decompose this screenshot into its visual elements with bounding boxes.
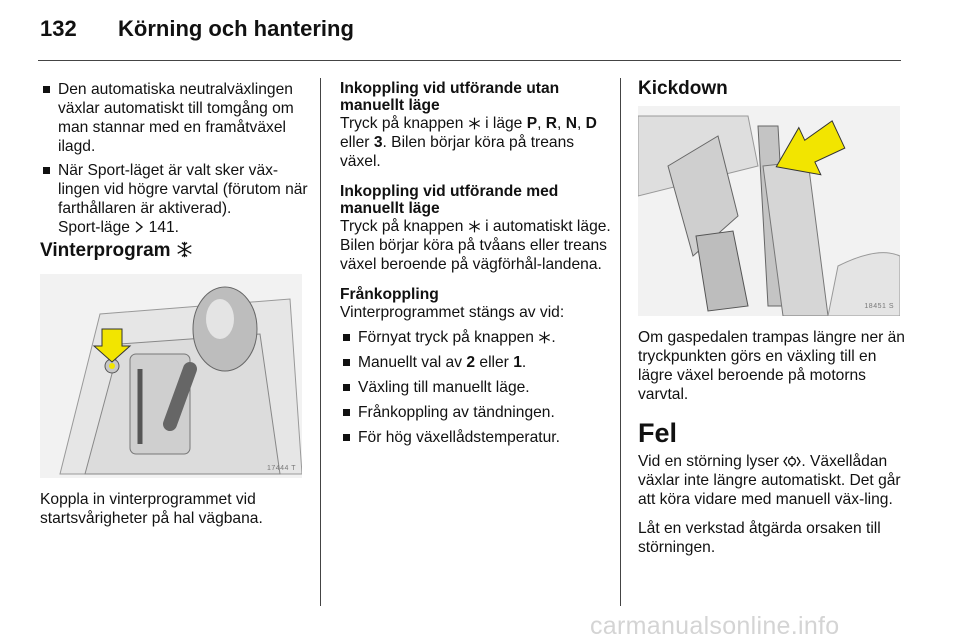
pedal-drawing [638,106,900,316]
snowflake-icon [468,220,481,233]
column-divider-left [320,78,321,606]
gear-shifter-drawing [40,274,302,478]
gear-shifter-illustration [40,274,302,478]
paragraph: Vinterprogrammet stängs av vid: [340,304,565,321]
snowflake-icon [176,241,193,258]
page-ref-arrow-icon [134,221,144,233]
middle-column [340,80,612,447]
header-rule [38,60,901,61]
paragraph: Låt en verkstad åtgärda orsaken till störningen. [638,520,881,556]
subheading: Inkoppling vid utförande utan manuellt läge [340,80,560,114]
figure-code: 18451 S [864,303,894,310]
list-item: För hög växellådstemperatur. [340,428,612,447]
watermark: carmanualsonline.info [590,612,840,640]
paragraph: Tryck på knappen i läge P, R, N, D eller 3. Bilen börjar köra på treans växel. [340,115,597,170]
page-number: 132 [40,16,77,41]
section-heading-fel: Fel [638,418,678,448]
page-reference[interactable]: 141. [148,219,179,236]
section-heading-vinterprogram: Vinterprogram [40,240,193,262]
bullet-item: Den automatiska neutralväxlingen växlar automatiskt till tomgång om man stannar med en framåtväxel ilagd. [40,80,308,156]
column-divider-right [620,78,621,606]
list-item: Manuellt val av 2 eller 1. [340,353,612,372]
paragraph: Om gaspedalen trampas längre ner än tryckpunkten görs en växling till en lägre växel beroende på motorns varvtal. [638,329,905,403]
fault-text [638,452,906,557]
bullet-item: När Sport-läget är valt sker väx-lingen vid högre varvtal (förutom när farthållaren är aktiverad). Sport-läge 141. [40,161,308,237]
gearbox-fault-icon [783,455,801,468]
subheading: Frånkoppling [340,286,439,303]
list-item: Förnyat tryck på knappen . [340,328,612,347]
pedal-illustration [638,106,900,316]
figure-code: 17444 T [266,465,296,472]
section-heading-kickdown: Kickdown [638,78,728,99]
paragraph: Tryck på knappen i automatiskt läge. Bilen börjar köra på tvåans eller treans växel beroende på vägförhål-landena. [340,218,611,273]
paragraph: Vid en störning lyser . Växellådan växlar inte längre automatiskt. Det går att köra vidare med manuell väx-ling. [638,453,901,508]
list-item: Växling till manuellt läge. [340,378,612,397]
list-item: Frånkoppling av tändningen. [340,403,612,422]
left-figure-caption: Koppla in vinterprogrammet vid startsvårigheter på hal vägbana. [40,491,263,527]
snowflake-icon [538,331,551,344]
page-title: Körning och hantering [118,16,354,41]
snowflake-icon [468,117,481,130]
right-column-text [638,328,906,404]
subheading: Inkoppling vid utförande med manuellt läge [340,183,559,217]
left-column-bullets [40,80,308,237]
